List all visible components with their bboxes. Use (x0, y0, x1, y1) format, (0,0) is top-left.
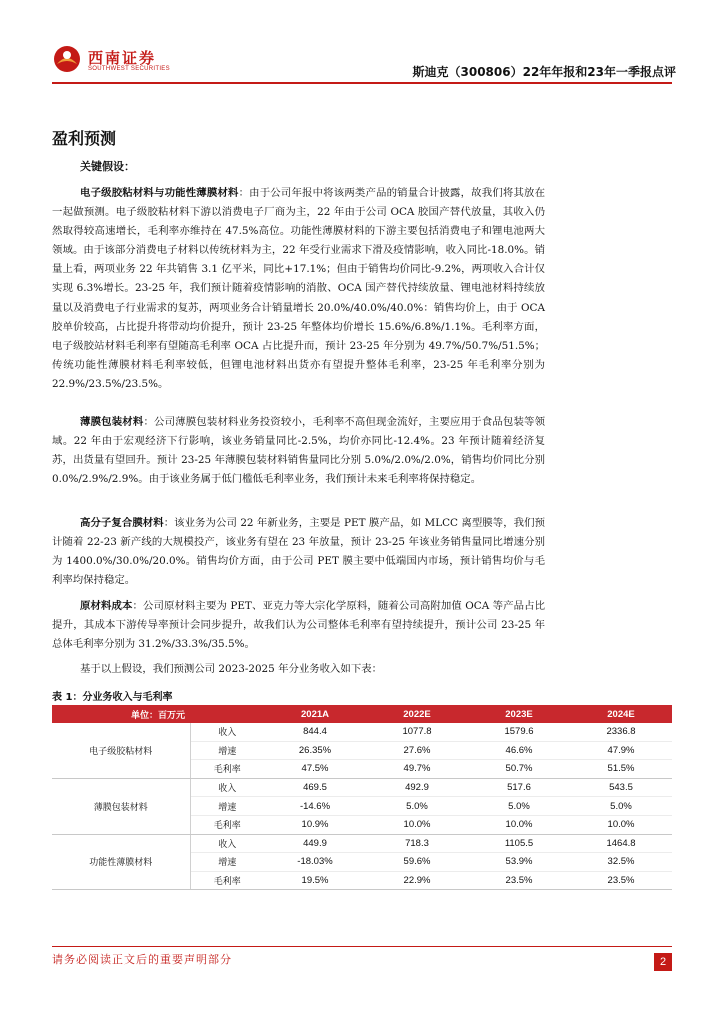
table-cell: 47.5% (264, 760, 366, 779)
metric-label: 增速 (190, 741, 264, 760)
metric-label: 增速 (190, 797, 264, 816)
paragraph-heading: 薄膜包装材料 (80, 416, 144, 428)
paragraph-heading: 电子级胶粘材料与功能性薄膜材料 (80, 187, 239, 199)
metric-label: 收入 (190, 723, 264, 741)
paragraph-text: ：公司薄膜包装材料业务投资较小，毛利率不高但现金流好，主要应用于食品包装等领域。22 年由于宏观经济下行影响，该业务销量同比-2.5%，均价亦同比-12.4%。23 年预计随着经济复苏，出货量有望回升。预计 23-25 年薄膜包装材料销售量同比分别 5.0%/2.0%/2.0%，销售均价同比分别 0.0%/2.9%/2.9%。由于该业务属于低门槛低毛利率业务，我们预计未来毛利率将保持稳定。 (52, 416, 545, 486)
table-cell: 492.9 (366, 778, 468, 797)
table-cell: 10.0% (468, 815, 570, 834)
paragraph-heading: 高分子复合膜材料 (80, 517, 164, 529)
metric-label: 毛利率 (190, 760, 264, 779)
metric-label: 收入 (190, 778, 264, 797)
segment-name: 功能性薄膜材料 (52, 834, 190, 890)
table-cell: 5.0% (366, 797, 468, 816)
table-cell: 46.6% (468, 741, 570, 760)
page-number: 2 (654, 953, 672, 971)
table-cell: 23.5% (468, 871, 570, 890)
paragraph-polymer-composite-film (52, 514, 545, 590)
year-header: 2022E (366, 705, 468, 723)
page-header (0, 0, 724, 90)
table-cell: 1464.8 (570, 834, 672, 853)
metric-label: 毛利率 (190, 871, 264, 890)
table-cell: 22.9% (366, 871, 468, 890)
table-cell: 2336.8 (570, 723, 672, 741)
footer-divider (52, 946, 672, 947)
table-cell: 517.6 (468, 778, 570, 797)
table-cell: 1105.5 (468, 834, 570, 853)
paragraph-heading: 原材料成本 (80, 600, 133, 612)
unit-label: 单位：百万元 (52, 705, 264, 723)
table-cell: 32.5% (570, 853, 672, 872)
table-cell: 1579.6 (468, 723, 570, 741)
footer-disclaimer: 请务必阅读正文后的重要声明部分 (52, 953, 232, 966)
table-header-row (52, 705, 672, 723)
paragraph-electronic-adhesive (52, 184, 545, 394)
paragraph-text: 基于以上假设，我们预测公司 2023-2025 年分业务收入如下表： (80, 663, 382, 675)
table-caption: 表 1：分业务收入与毛利率 (52, 692, 173, 703)
table-cell: 469.5 (264, 778, 366, 797)
table-cell: 844.4 (264, 723, 366, 741)
section-title: 盈利预测 (52, 129, 117, 148)
table-row (52, 723, 672, 741)
table-cell: 59.6% (366, 853, 468, 872)
paragraph-text: ：该业务为公司 22 年新业务，主要是 PET 膜产品，如 MLCC 离型膜等，我们预计随着 22-23 新产线的大规模投产，该业务有望在 23 年放量，预计 23-25 年该业务销售量同比增速分别为 1400.0%/30.0%/20.0%。销售均价方面，由于公司 PET 膜主要中低端国内市场，预计销售均价与毛利率均保持稳定。 (52, 517, 546, 587)
table-cell: 10.0% (366, 815, 468, 834)
table-cell: 10.9% (264, 815, 366, 834)
table-row (52, 778, 672, 797)
paragraph-conclusion (52, 660, 545, 679)
table-cell: -18.03% (264, 853, 366, 872)
year-header: 2024E (570, 705, 672, 723)
table-cell: 5.0% (570, 797, 672, 816)
table-cell: 47.9% (570, 741, 672, 760)
logo-text-cn: 西南证券 (88, 49, 157, 67)
table-cell: 543.5 (570, 778, 672, 797)
table-cell: 19.5% (264, 871, 366, 890)
table-cell: 10.0% (570, 815, 672, 834)
paragraph-text: ：公司原材料主要为 PET、亚克力等大宗化学原料，随着公司高附加值 OCA 等产品占比提升，其成本下游传导率预计会同步提升，故我们认为公司整体毛利率有望持续提升，预计公司 23-25 年总体毛利率分别为 31.2%/33.3%/35.5%。 (52, 600, 546, 651)
table-cell: 23.5% (570, 871, 672, 890)
header-divider (52, 82, 672, 84)
logo-text-en: SOUTHWEST SECURITIES (88, 66, 170, 72)
table-cell: 718.3 (366, 834, 468, 853)
segment-name: 电子级胶粘材料 (52, 723, 190, 778)
paragraph-text: ：由于公司年报中将该两类产品的销量合计披露，故我们将其放在一起做预测。电子级胶粘材料下游以消费电子厂商为主，22 年由于公司 OCA 胶国产替代放量，其收入仍然取得较高速增长，毛利率亦维持在 47.5%高位。功能性薄膜材料的下游主要包括消费电子和锂电池两大领域。由于该部分消费电子材料以传统材料为主，22 年受行业需求下滑及疫情影响，收入同比-18.0%。销量上看，两项业务 22 年共销售 3.1 亿平米，同比+17.1%；但由于销售均价同比-9.2%，两项收入合计仅实现 6.3%增长。23-25 年，我们预计随着疫情影响的消散、OCA 国产替代持续放量、锂电池材料持续放量以及消费电子行业需求的复苏，两项业务合计销量增长 20.0%/40.0%/40.0%：销售均价上，由于 OCA 胶单价较高，占比提升将带动均价提升，预计 23-25 年整体均价增长 15.6%/6.8%/1.1%。毛利率方面，电子级胶站材料毛利率有望随高毛利率 OCA 占比提升而，预计 23-25 年分别为 49.7%/50.7%/51.5%；传统功能性薄膜材料毛利率较低，但锂电池材料出货亦有望提升整体毛利率，23-25 年毛利率分别为 22.9%/23.5%/23.5%。 (52, 187, 546, 390)
paragraph-film-packaging (52, 413, 545, 489)
table-cell: 49.7% (366, 760, 468, 779)
table-cell: 26.35% (264, 741, 366, 760)
table-cell: 53.9% (468, 853, 570, 872)
metric-label: 增速 (190, 853, 264, 872)
segment-name: 薄膜包装材料 (52, 778, 190, 834)
table-cell: 27.6% (366, 741, 468, 760)
southwest-securities-logo-icon (52, 44, 82, 74)
table-cell: 1077.8 (366, 723, 468, 741)
paragraph-raw-material-cost (52, 597, 545, 654)
metric-label: 收入 (190, 834, 264, 853)
year-header: 2021A (264, 705, 366, 723)
table-cell: 449.9 (264, 834, 366, 853)
table-row (52, 834, 672, 853)
revenue-margin-table (52, 705, 672, 890)
year-header: 2023E (468, 705, 570, 723)
table-cell: 51.5% (570, 760, 672, 779)
table-cell: -14.6% (264, 797, 366, 816)
table-cell: 50.7% (468, 760, 570, 779)
report-title: 斯迪克（300806）22年年报和23年一季报点评 (412, 65, 676, 79)
key-assumptions-heading: 关键假设： (80, 160, 135, 173)
table-cell: 5.0% (468, 797, 570, 816)
metric-label: 毛利率 (190, 815, 264, 834)
